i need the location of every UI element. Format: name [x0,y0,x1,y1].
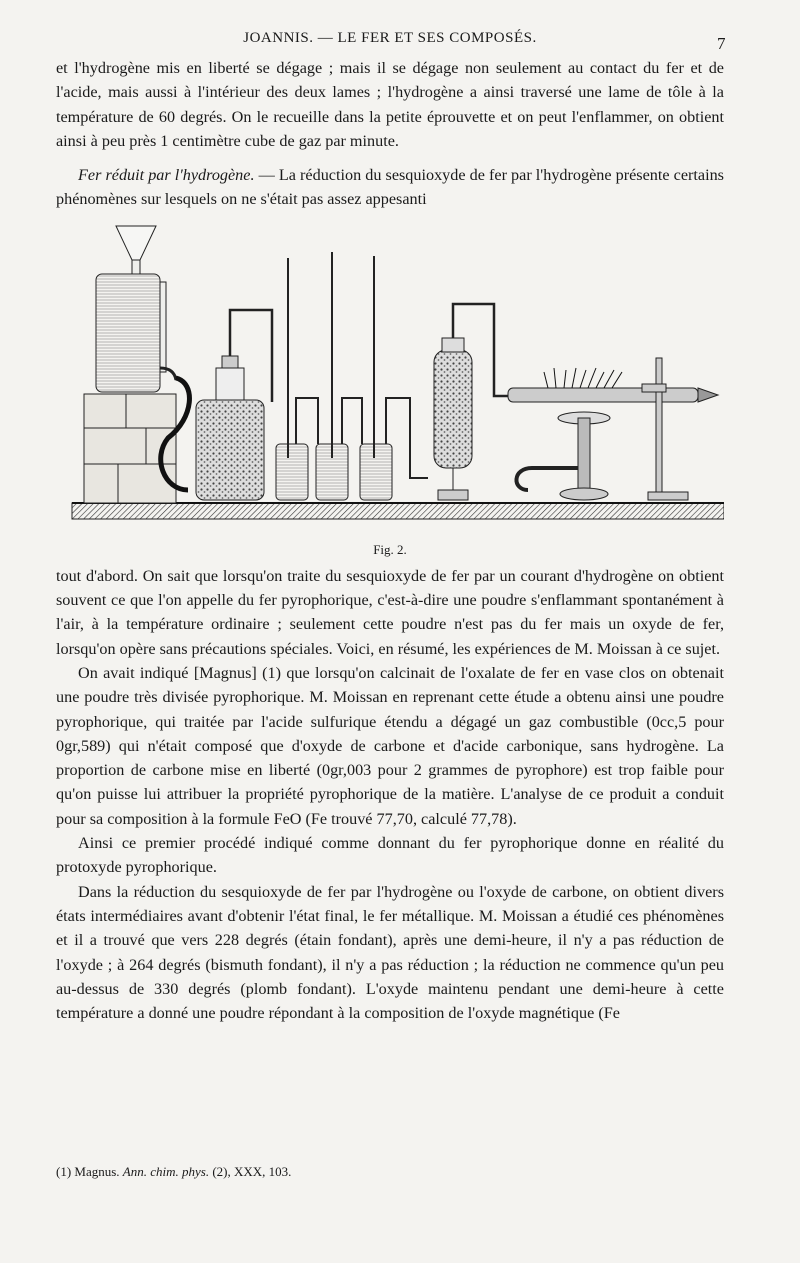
paragraph-6: Dans la réduction du sesquioxyde de fer par l'hydrogène ou l'oxyde de carbone, on obtient divers états intermédiaires avant d'obtenir l'état final, le fer métallique. M. Moissan a étudié ces phénomènes et il a trouvé que vers 228 degrés (étain fondant), après une demi-heure, il n'y a pas réduction de l'oxyde ; à 264 degrés (bismuth fondant), il n'y a pas réduction ; la réduction ne commence qu'un peu au-dessus de 330 degrés (plomb fondant). L'oxyde maintenu pendant une demi-heure à cette température a donné une poudre répondant à la composition de l'oxyde magnétique (Fe [56,882,724,1023]
page-number: 7 [717,34,726,53]
acid-reservoir [96,226,176,392]
paragraph-1: et l'hydrogène mis en liberté se dégage ; mais il se dégage non seulement au contact du fer et de l'acide, mais aussi à l'intérieur des deux lames ; l'hydrogène a ainsi traversé une lame de tôle à la température de 60 degrés. On le recueille dans la petite éprouvette et on peut l'enflammer, on obtient ainsi à peu près 1 centimètre cube de gaz par minute. [56,59,724,150]
page-content [56,30,724,1025]
apparatus-engraving [56,218,724,548]
paragraph-2 [56,163,724,212]
figure-caption: Fig. 2. [373,541,407,557]
paragraph-4: On avait indiqué [Magnus] (1) que lorsqu'on calcinait de l'oxalate de fer en vase clos on obtenait une poudre très divisée pyrophorique. M. Moissan en reprenant cette étude a obtenu ainsi une poudre pyrophorique, qui traitée par l'acide sulfurique étendu a dégagé un gaz combustible (0cc,5 pour 0gr,589) qui n'était composé que d'oxyde de carbone et d'acide carbonique, sans hydrogène. La proportion de carbone mise en liberté (0gr,003 pour 2 grammes de pyrophore) est trop faible pour qu'on puisse lui attribuer la propriété pyrophorique de la matière. L'analyse de ce produit a conduit pour sa composition à la formule FeO (Fe trouvé 77,70, calculé 77,78). [56,663,724,828]
paragraph-5: Ainsi ce premier procédé indiqué comme donnant du fer pyrophorique donne en réalité du protoxyde pyrophorique. [56,834,724,877]
running-header [56,30,724,56]
paragraph-2-text: — La réduction du sesquioxyde de fer par l'hydrogène présente certains phénomènes sur lesquels on ne s'était pas assez appesanti [56,166,724,209]
footnote-mark: (1) Magnus. [56,1164,120,1179]
retort-stand [642,358,688,500]
table-base [72,503,724,519]
generating-flask [196,310,272,500]
running-title: JOANNIS. — LE FER ET SES COMPOSÉS. [243,30,537,46]
footnote-ref: (2), XXX, 103. [212,1164,292,1179]
footnote [56,1164,724,1180]
wash-bottles [276,252,428,500]
combustion-tube [508,368,718,500]
paragraph-3: tout d'abord. On sait que lorsqu'on traite du sesquioxyde de fer par un courant d'hydrogène on obtient souvent ce que l'on appelle du fer pyrophorique, c'est-à-dire une poudre s'enflammant spontanément à l'air, à la température ordinaire ; seulement cette poudre n'est pas du fer mais un oxyde de fer, lorsqu'on opère sans précautions spéciales. Voici, en résumé, les expériences de M. Moissan à ce sujet. [56,566,724,658]
section-heading: Fer réduit par l'hydrogène. [78,166,255,185]
footnote-journal: Ann. chim. phys. [122,1164,210,1179]
figure-apparatus [56,218,724,548]
